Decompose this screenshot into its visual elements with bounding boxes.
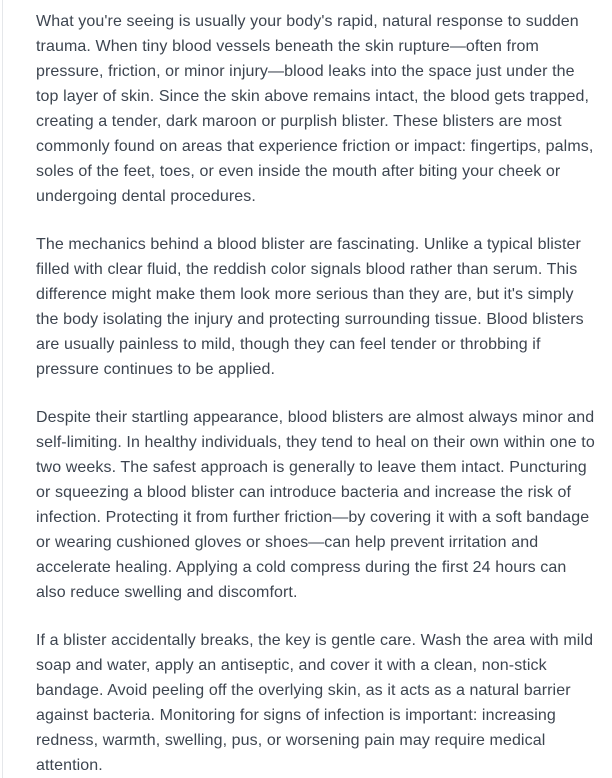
- paragraph-body-response: What you're seeing is usually your body's rapid, natural response to sudden trauma. When tiny blood vessels beneath the skin rupture—often from pressure, friction, or minor injury—blood leaks into the space just under the top layer of skin. Since the skin above remains intact, the blood gets trapped, creating a tender, dark maroon or purplish blister. These blisters are most commonly found on areas that experience friction or impact: fingertips, palms, soles of the feet, toes, or even inside the mouth after biting your cheek or undergoing dental procedures.: [36, 13, 594, 205]
- paragraph-healing-advice: Despite their startling appearance, blood blisters are almost always minor and self-limiting. In healthy individuals, they tend to heal on their own within one to two weeks. The safest approach is generally to leave them intact. Puncturing or squeezing a blood blister can introduce bacteria and increase the risk of infection. Protecting it from further friction—by covering it with a soft bandage or wearing cushioned gloves or shoes—can help prevent irritation and accelerate healing. Applying a cold compress during the first 24 hours can also reduce swelling and discomfort.: [36, 409, 595, 601]
- paragraph-mechanics: The mechanics behind a blood blister are fascinating. Unlike a typical blister filled with clear fluid, the reddish color signals blood rather than serum. This difference might make them look more serious than they are, but it's simply the body isolating the injury and protecting surrounding tissue. Blood blisters are usually painless to mild, though they can feel tender or throbbing if pressure continues to be applied.: [36, 236, 584, 378]
- paragraph-broken-blister-care: If a blister accidentally breaks, the key is gentle care. Wash the area with mild soap and water, apply an antiseptic, and cover it with a clean, non-stick bandage. Avoid peeling off the overlying skin, as it acts as a natural barrier against bacteria. Monitoring for signs of infection is important: increasing redness, warmth, swelling, pus, or worsening pain may require medical attention.: [36, 632, 594, 774]
- article-text-pane: [2, 0, 612, 778]
